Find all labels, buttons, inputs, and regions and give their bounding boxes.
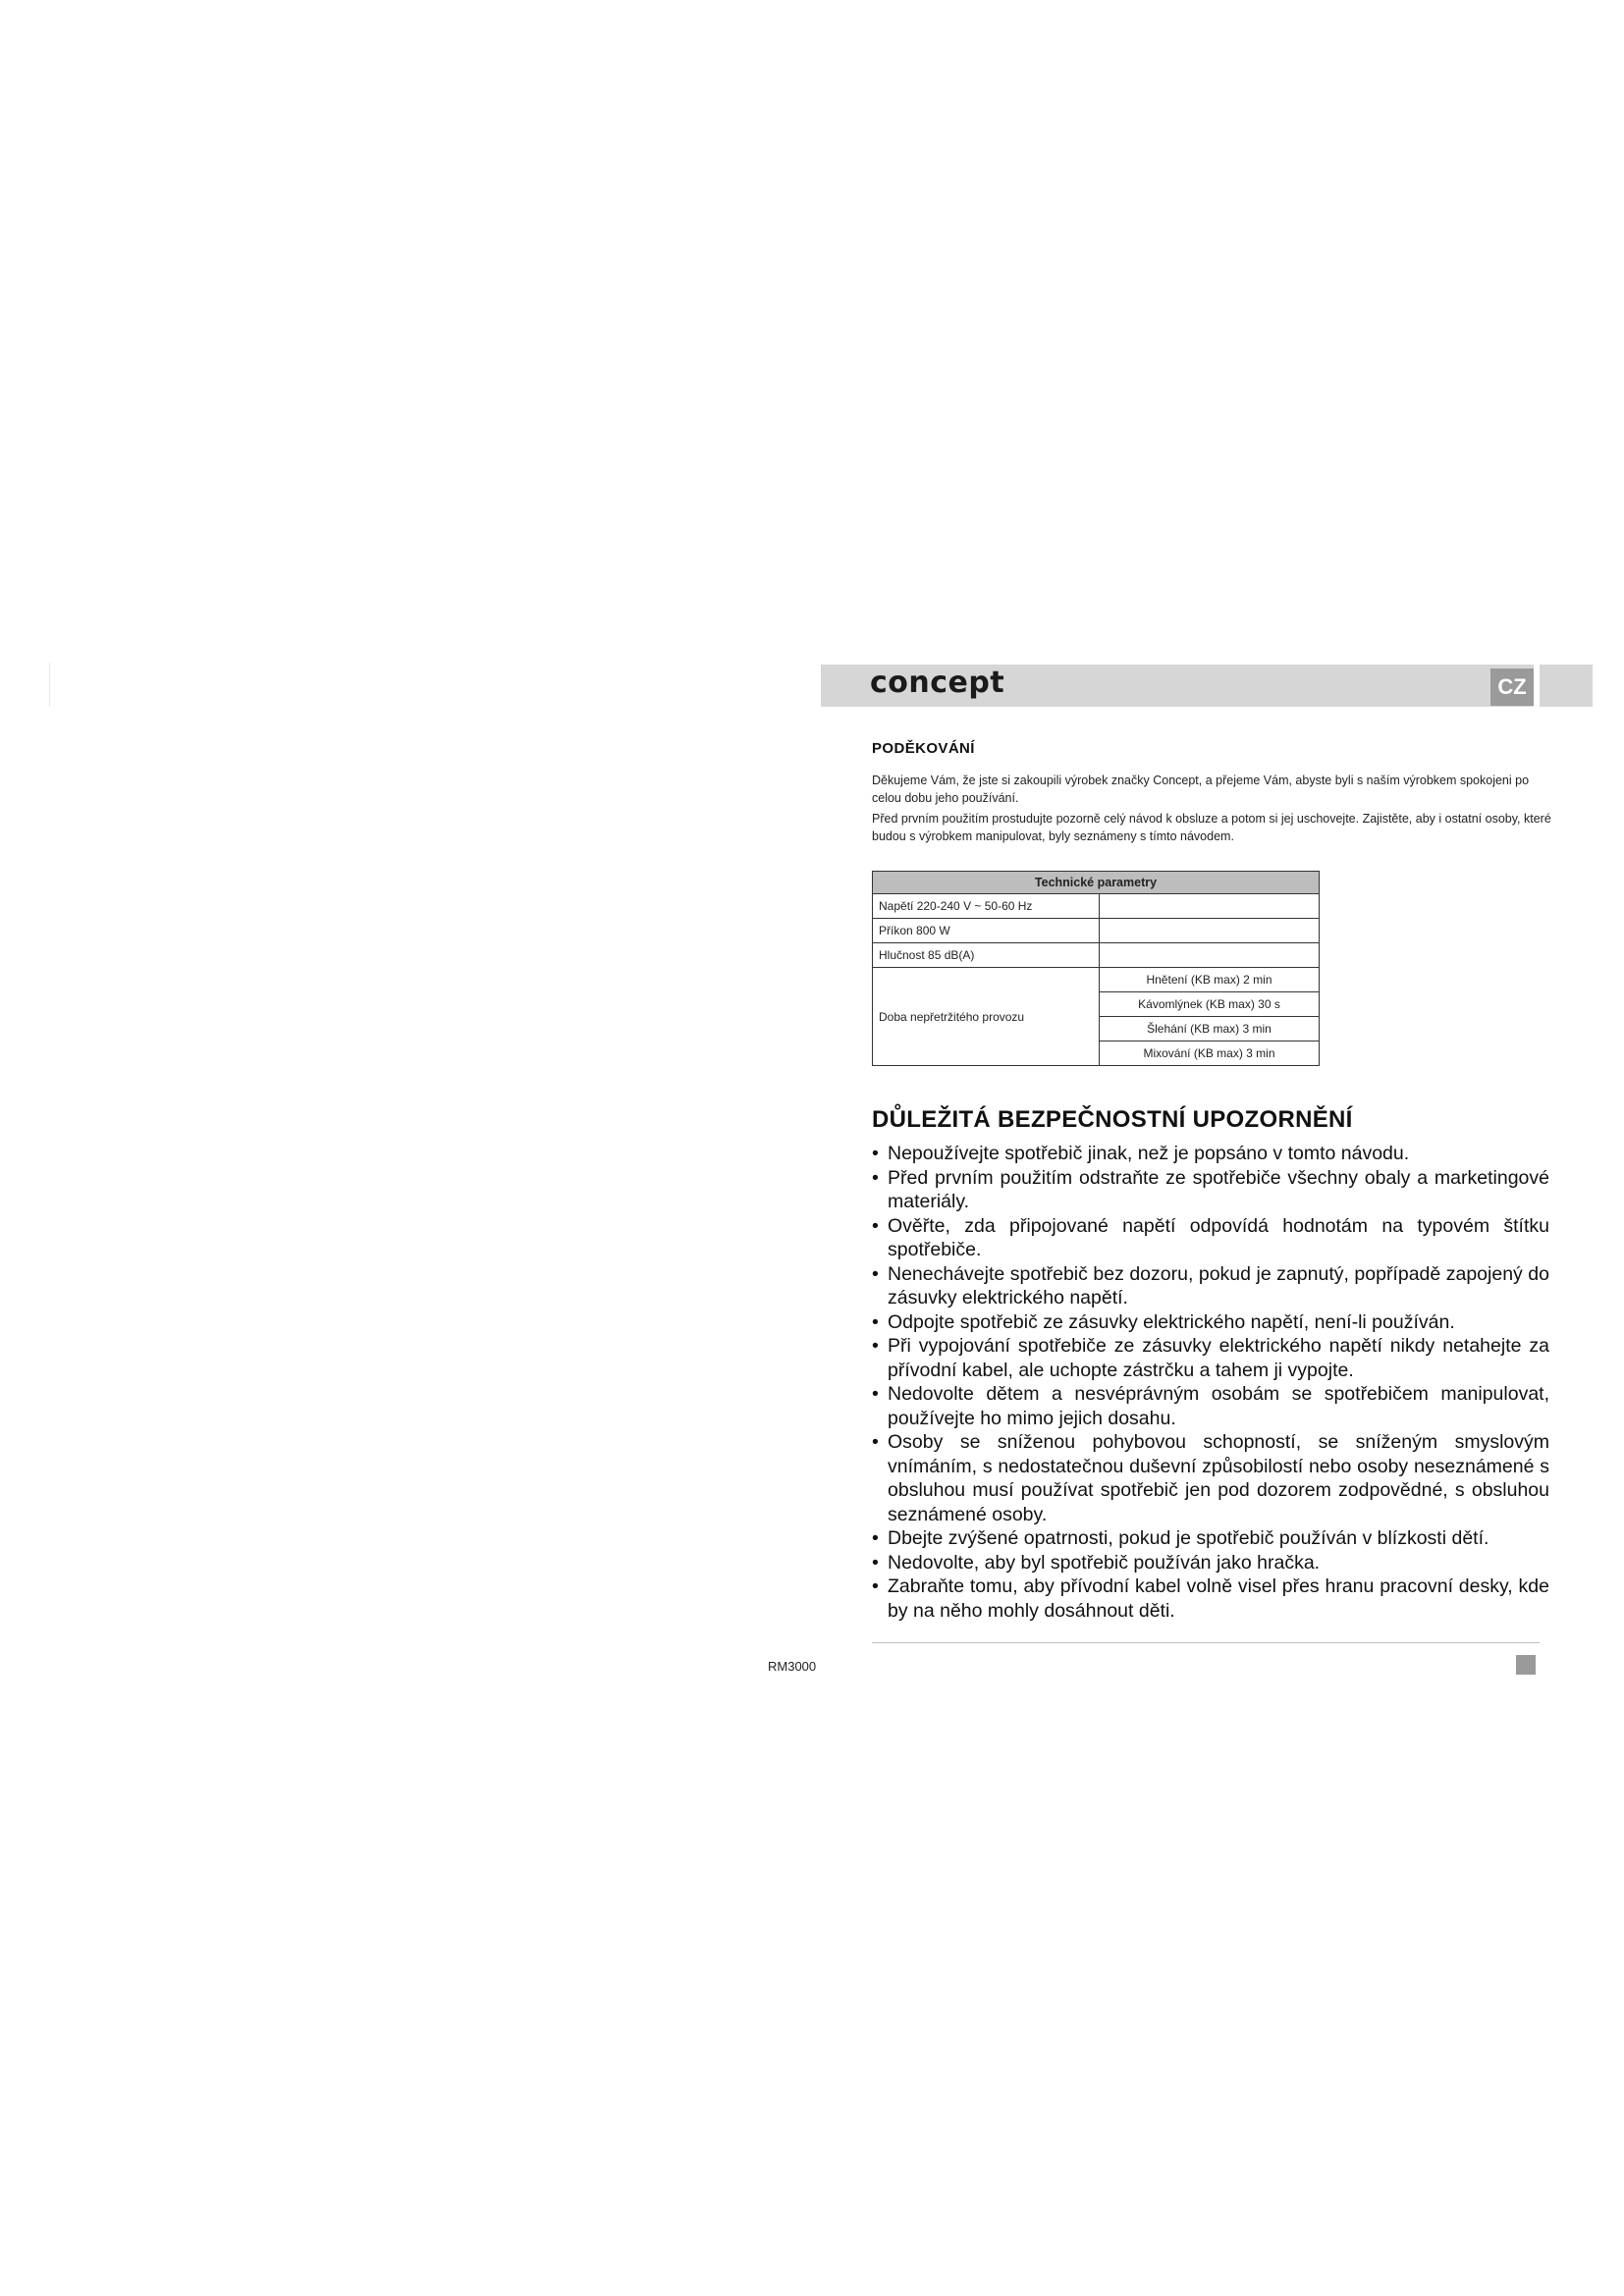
bullet-icon: • (872, 1383, 879, 1405)
safety-text: Nepoužívejte spotřebič jinak, než je popsáno v tomto návodu. (888, 1143, 1410, 1164)
safety-text: Nedovolte dětem a nesvéprávným osobám se spotřebičem manipulovat, používejte ho mimo jejich dosahu. (888, 1383, 1549, 1429)
safety-text: Před prvním použitím odstraňte ze spotřebiče všechny obaly a marketingové materiály. (888, 1166, 1549, 1212)
duty-label: Doba nepřetržitého provozu (873, 968, 1100, 1066)
list-item (872, 1334, 1549, 1382)
table-header-row (873, 872, 1320, 894)
list-item (872, 1214, 1549, 1262)
bullet-icon: • (872, 1527, 879, 1549)
duty-value: Hnětení (KB max) 2 min (1100, 968, 1320, 992)
table-title: Technické parametry (873, 872, 1320, 894)
bullet-icon: • (872, 1214, 879, 1237)
list-item (872, 1430, 1549, 1526)
intro-paragraph-1: Děkujeme Vám, že jste si zakoupili výrobek značky Concept, a přejeme Vám, abyste byli s naším výrobkem spokojeni po celou dobu jeho používání. (872, 774, 1530, 805)
technical-parameters-table (872, 871, 1320, 1066)
param-value (1100, 894, 1320, 919)
safety-text: Při vypojování spotřebiče ze zásuvky elektrického napětí nikdy netahejte za přívodní kabel, ale uchopte zástrčku a tahem ji vypojte. (888, 1335, 1549, 1381)
header-gap (1534, 665, 1540, 707)
table-row (873, 968, 1320, 992)
list-item (872, 1382, 1549, 1430)
safety-title: DŮLEŽITÁ BEZPEČNOSTNÍ UPOZORNĚNÍ (872, 1106, 1353, 1133)
safety-text: Dbejte zvýšené opatrnosti, pokud je spotřebič používán v blízkosti dětí. (888, 1527, 1489, 1549)
param-label: Příkon 800 W (873, 919, 1100, 943)
acknowledgement-title: PODĚKOVÁNÍ (872, 740, 975, 757)
bullet-icon: • (872, 1143, 879, 1164)
safety-list (872, 1142, 1549, 1623)
language-badge: CZ (1490, 668, 1534, 706)
footer-divider (872, 1642, 1540, 1643)
list-item (872, 1262, 1549, 1310)
intro-paragraph-2: Před prvním použitím prostudujte pozorně celý návod k obsluze a potom si jej uschovejte. Zajistěte, aby i ostatní osoby, které budou s výrobkem manipulovat, byly seznámeny s tímto návodem. (872, 812, 1551, 843)
safety-text: Nenechávejte spotřebič bez dozoru, pokud je zapnutý, popřípadě zapojený do zásuvky elektrického napětí. (888, 1262, 1549, 1308)
duty-value: Kávomlýnek (KB max) 30 s (1100, 992, 1320, 1017)
list-item (872, 1142, 1549, 1166)
table-row (873, 894, 1320, 919)
safety-text: Nedovolte, aby byl spotřebič používán jako hračka. (888, 1551, 1321, 1574)
bullet-icon: • (872, 1551, 879, 1574)
duty-value: Mixování (KB max) 3 min (1100, 1041, 1320, 1066)
bullet-icon: • (872, 1431, 879, 1453)
param-label: Napětí 220-240 V ~ 50-60 Hz (873, 894, 1100, 919)
param-label: Hlučnost 85 dB(A) (873, 943, 1100, 968)
param-value (1100, 943, 1320, 968)
page-marker (1516, 1655, 1536, 1675)
page-margin-line (49, 663, 50, 707)
brand-logo: concept (870, 666, 1005, 700)
safety-text: Osoby se sníženou pohybovou schopností, se sníženým smyslovým vnímáním, s nedostatečnou duševní způsobilostí nebo osoby neseznámené s obsluhou musí používat spotřebič jen pod dozorem zodpovědné, s obsluhou seznámené osoby. (888, 1431, 1549, 1525)
table-row (873, 943, 1320, 968)
duty-value: Šlehání (KB max) 3 min (1100, 1017, 1320, 1041)
list-item (872, 1551, 1549, 1575)
param-value (1100, 919, 1320, 943)
table-row (873, 919, 1320, 943)
bullet-icon: • (872, 1575, 879, 1597)
footer-model-number: RM3000 (768, 1659, 817, 1674)
list-item (872, 1526, 1549, 1551)
bullet-icon: • (872, 1310, 879, 1333)
list-item (872, 1310, 1549, 1335)
bullet-icon: • (872, 1166, 879, 1189)
bullet-icon: • (872, 1262, 879, 1285)
list-item (872, 1575, 1549, 1623)
safety-text: Odpojte spotřebič ze zásuvky elektrického napětí, není-li používán. (888, 1310, 1455, 1333)
list-item (872, 1166, 1549, 1214)
safety-text: Ověřte, zda připojované napětí odpovídá hodnotám na typovém štítku spotřebiče. (888, 1214, 1549, 1260)
safety-text: Zabraňte tomu, aby přívodní kabel volně visel přes hranu pracovní desky, kde by na něho mohly dosáhnout děti. (888, 1575, 1549, 1622)
bullet-icon: • (872, 1335, 879, 1357)
